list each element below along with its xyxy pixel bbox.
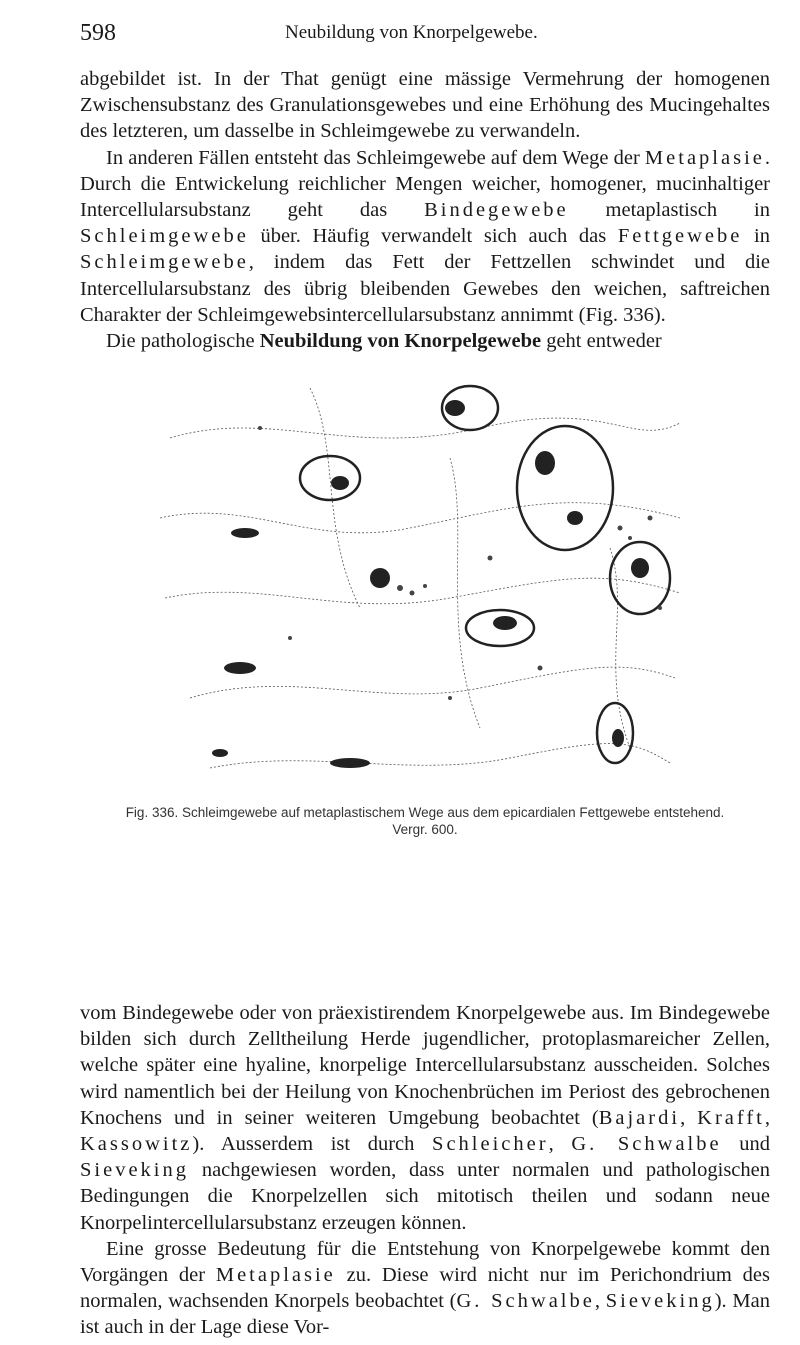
emphasis: Fettgewebe [617, 225, 743, 248]
histology-drawing [150, 368, 695, 793]
author-name: Bajardi [598, 1106, 681, 1129]
emphasis: Metaplasie [215, 1264, 336, 1287]
author-name: Schleicher [432, 1133, 549, 1156]
running-head: Neubildung von Knorpelgewebe. [285, 22, 538, 43]
text-block-top [80, 66, 770, 354]
author-name: Krafft [697, 1106, 765, 1129]
paragraph: Eine grosse Bedeutung für die Entstehung von Knorpelgewebe kommt den Vorgängen der Metaplasie zu. Diese wird nicht nur im Perichondrium des normalen, wachsenden Knorpels beobachtet (G. Schwalbe, Sieveking). Man ist auch in der Lage diese Vor- [80, 1237, 770, 1339]
text-block-bottom [80, 1000, 770, 1341]
author-name: G. Schwalbe [456, 1290, 595, 1313]
author-name: Sieveking [80, 1159, 189, 1182]
paragraph: Die pathologische Neubildung von Knorpelgewebe geht entweder [106, 330, 662, 353]
caption-line: Fig. 336. Schleimgewebe auf metaplastischem Wege aus dem epicardialen Fettgewebe entstehend. [125, 805, 725, 820]
figure-illustration [150, 368, 695, 793]
figure-caption [80, 804, 770, 838]
author-name: Kassowitz [80, 1133, 193, 1156]
section-heading: Neubildung von Knorpelgewebe [259, 330, 542, 353]
author-name: Sieveking [605, 1290, 715, 1313]
paragraph: In anderen Fällen entsteht das Schleimgewebe auf dem Wege der Metaplasie. Durch die Entwickelung reichlicher Mengen weicher, homogener, mucinhaltiger Intercellularsubstanz geht das Bindegewebe metaplastisch in Schleimgewebe über. Häufig verwandelt sich auch das Fettgewebe in Schleimgewebe, indem das Fett der Fettzellen schwindet und die Intercellularsubstanz des übrig bleibenden Gewebes den weichen, saftreichen Charakter der Schleimgewebsintercellularsubstanz annimmt (Fig. 336). [80, 146, 770, 326]
caption-magnification: Vergr. 600. [392, 822, 458, 837]
page-number: 598 [80, 20, 116, 46]
paragraph: abgebildet ist. In der That genügt eine mässige Vermehrung der homogenen Zwischensubstanz des Granulationsgewebes und eine Erhöhung des Mucingehaltes des letzteren, um dasselbe in Schleimgewebe zu verwandeln. [80, 68, 770, 143]
page-header [80, 20, 770, 54]
emphasis: Schleimgewebe [80, 251, 249, 274]
paragraph: vom Bindegewebe oder von präexistirendem Knorpelgewebe aus. Im Bindegewebe bilden sich durch Zelltheilung Herde jugendlicher, protoplasmareicher Zellen, welche später eine hyaline, knorpelige Intercellularsubstanz ausscheiden. Solches wird namentlich bei der Heilung von Knochenbrüchen im Periost des gebrochenen Knochens und in seiner weiteren Umgebung beobachtet (Bajardi, Krafft, Kassowitz). Ausserdem ist durch Schleicher, G. Schwalbe und Sieveking nachgewiesen worden, dass unter normalen und pathologischen Bedingungen die Knorpelzellen sich mitotisch theilen und sodann neue Knorpelintercellularsubstanz erzeugen können. [80, 1002, 771, 1234]
emphasis: Schleimgewebe [80, 225, 249, 248]
emphasis: Metaplasie [644, 146, 765, 169]
author-name: G. Schwalbe [571, 1133, 722, 1156]
emphasis: Bindegewebe [424, 199, 569, 222]
